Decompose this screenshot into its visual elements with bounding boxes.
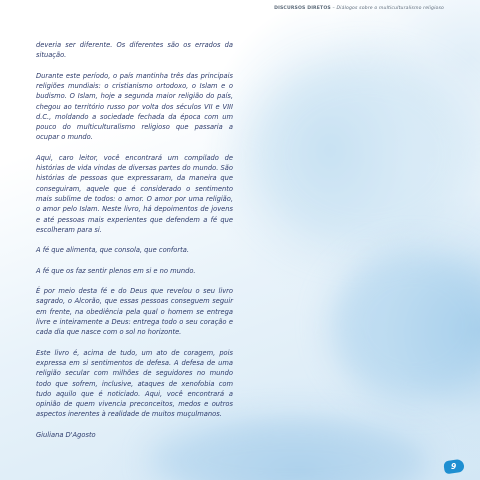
book-title: DISCURSOS DIRETOS xyxy=(274,6,331,11)
header-separator: – xyxy=(330,6,337,11)
page-number: 9 xyxy=(451,462,457,471)
watercolor-wash xyxy=(250,60,480,250)
paragraph: deveria ser diferente. Os diferentes são os errados da situação. xyxy=(36,41,233,60)
running-header xyxy=(274,6,444,11)
paragraph: Aqui, caro leitor, você encontrará um compilado de histórias de vida vindas de diversas partes do mundo. São histórias de pessoas que expressaram, da maneira que conseguiram, aquele que é considerado o sentimento mais sublime de todos: o amor. O amor por uma religião, o amor pelo Islam. Neste livro, há depoimentos de jovens e até pessoas mais experientes que defendem a fé que escolheram para si. xyxy=(36,153,233,234)
paragraph: Este livro é, acima de tudo, um ato de coragem, pois expressa em si sentimentos de defesa. A defesa de uma religião secular com milhões de seguidores no mundo todo que sofrem, inclusive, ataques de xenofobia com tudo aquilo que é noticiado. Aqui, você encontrará a opinião de quem vivencia preconceitos, medos e outros aspectos inerentes à realidade de muitos muçulmanos. xyxy=(36,348,233,419)
paragraph: É por meio desta fé e do Deus que revelou o seu livro sagrado, o Alcorão, que essas pessoas conseguem seguir em frente, na obediência pela qual o homem se entrega livre e inteiramente a Deus: entrega todo o seu coração e cada dia que nasce com o sol no horizonte. xyxy=(36,287,233,337)
paragraph: A fé que alimenta, que consola, que conforta. xyxy=(36,246,189,255)
paragraph: Durante este período, o país mantinha três das principais religiões mundiais: o cristianismo ortodoxo, o Islam e o budismo. O Islam, hoje a segunda maior religião do país, chegou ao território russo por volta dos séculos VII e VIII d.C., moldando a sociedade fechada da época com um pouco do multiculturalismo religioso que passaria a ocupar o mundo. xyxy=(36,71,233,142)
author-signature: Giuliana D'Agosto xyxy=(36,430,96,439)
watercolor-wash xyxy=(330,250,480,400)
paragraph: A fé que os faz sentir plenos em si e no mundo. xyxy=(36,266,196,275)
body-text xyxy=(36,40,233,450)
book-subtitle: Diálogos sobre o multiculturalismo religioso xyxy=(336,6,444,11)
page-number-badge xyxy=(443,459,465,475)
